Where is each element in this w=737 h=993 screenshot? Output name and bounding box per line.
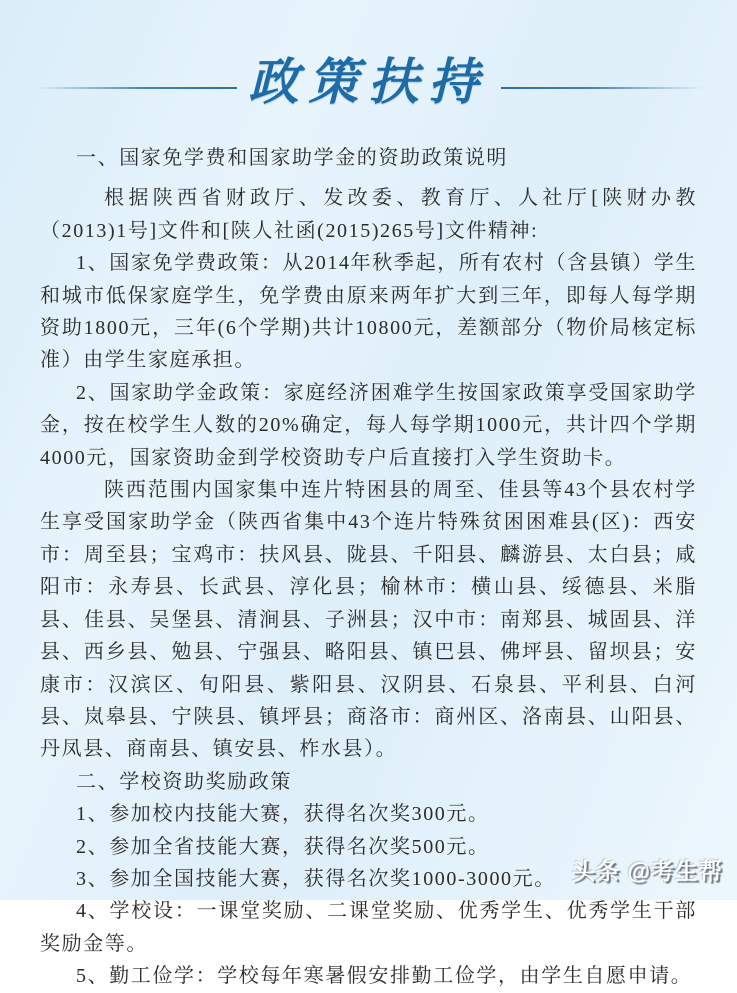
section-1-heading: 一、国家免学费和国家助学金的资助政策说明 [76,147,508,169]
page-title: 政策扶持 [248,53,489,110]
policy-tuition-free: 1、国家免学费政策：从2014年秋季起，所有农村（含县镇）学生和城市低保家庭学生，免学费由原来两年扩大到三年，即每人每学期资助1800元，三年(6个学期)共计10800元，差额部分（物价局核定标准）由学生家庭承担。 [40,252,697,372]
watermark: 头条 @考生帮 [572,858,723,884]
reward-national-contest: 3、参加全国技能大赛，获得名次奖1000-3000元。 [76,867,556,890]
title-right-rule [501,87,703,89]
document-basis-paragraph: 根据陕西省财政厅、发改委、教育厅、人社厅[陕财办教（2013)1号]文件和[陕人社函(2015)265号]文件精神: [40,187,697,242]
title-section [0,0,737,118]
section-2-heading: 二、学校资助奖励政策 [76,770,292,793]
reward-campus-contest: 1、参加校内技能大赛，获得名次奖300元。 [76,803,490,826]
title-left-rule [35,87,237,89]
reward-province-contest: 2、参加全省技能大赛，获得名次奖500元。 [76,835,490,858]
poverty-counties-list: 陕西范围内国家集中连片特困县的周至、佳县等43个县农村学生享受国家助学金（陕西省集中43个连片特殊贫困困难县(区)：西安市：周至县；宝鸡市：扶风县、陇县、千阳县、麟游县、太白县；咸阳市：永寿县、长武县、淳化县；榆林市：横山县、绥德县、米脂县、佳县、吴堡县、清涧县、子洲县；汉中市：南郑县、城固县、洋县、西乡县、勉县、宁强县、略阳县、镇巴县、佛坪县、留坝县；安康市：汉滨区、旬阳县、紫阳县、汉阴县、石泉县、平利县、白河县、岚皋县、宁陕县、镇坪县；商洛市：商州区、洛南县、山阳县、丹凤县、商南县、镇安县、柞水县）。 [40,479,697,761]
work-study-program: 5、勤工俭学：学校每年寒暑假安排勤工俭学，由学生自愿申请。 [76,965,693,988]
policy-state-grant: 2、国家助学金政策：家庭经济困难学生按国家政策享受国家助学金，按在校学生人数的20%确定，每人每学期1000元，共计四个学期4000元，国家资助金到学校资助专户后直接打入学生资助卡。 [40,381,697,469]
reward-school-awards: 4、学校设：一课堂奖励、二课堂奖励、优秀学生、优秀学生干部奖励金等。 [40,900,697,955]
